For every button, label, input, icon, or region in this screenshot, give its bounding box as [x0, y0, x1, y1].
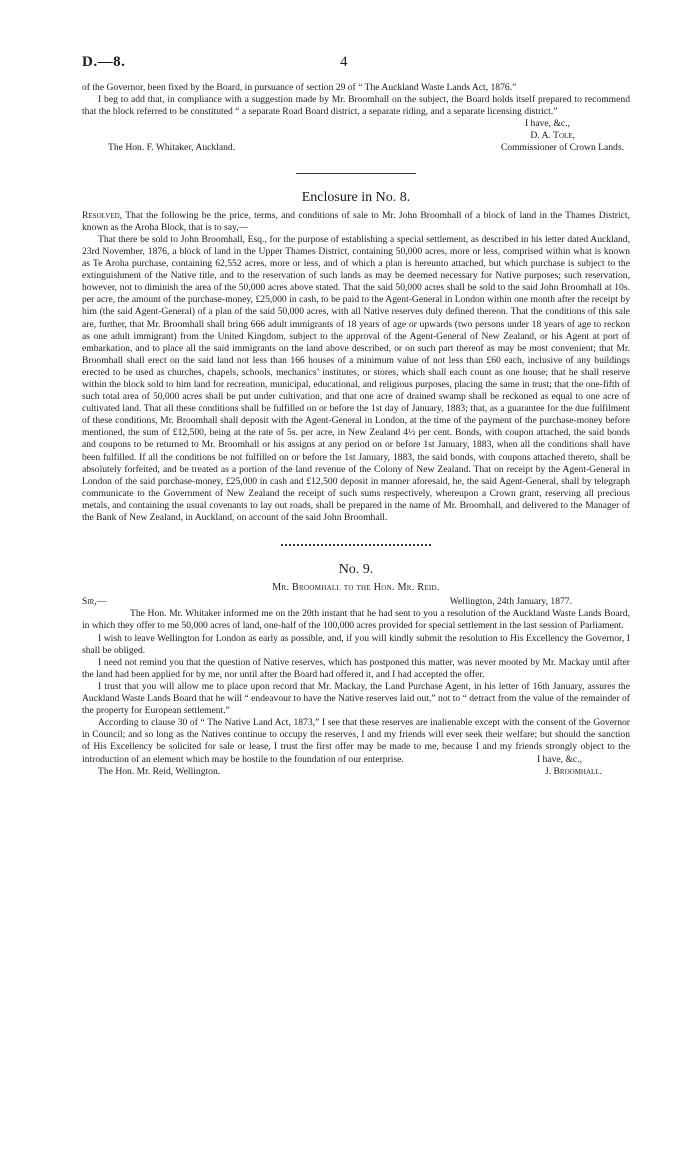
resolved-label: Resolved, [82, 209, 123, 221]
letter-heading: No. 9. [338, 562, 374, 578]
parliamentary-paper-code: D.—8. [82, 54, 126, 70]
signer-title: Commissioner of Crown Lands. [500, 142, 624, 154]
closing-line: I have, &c., [524, 118, 570, 130]
letter-closing: I have, &c., [536, 753, 582, 765]
letter-signature-row [82, 766, 630, 778]
letter-signer: J. Broomhall. [545, 765, 602, 777]
enclosure-paragraph-1: Resolved, That the following be the price, terms, and conditions of sale to Mr. John Broomhall of a block of land in the Thames District, known as the Aroha Block, that is to say,— [82, 209, 630, 233]
letter-opening-row [82, 596, 630, 608]
page-header [82, 54, 630, 74]
letter-recipient: The Hon. Mr. Reid, Wellington. [98, 765, 221, 777]
enclosure-paragraph-2: That there be sold to John Broomhall, Esq., for the purpose of establishing a special settlement, as described in his letter dated Auckland, 23rd November, 1876, a block of land in the Upper Thames District, containing 50,000 acres, more or less, comprised within what is known as Te Aroha purchase, containing 62,552 acres, more or less, and of which a plan is hereunto attached, but which purchase is subject to the extinguishment of the Native title, and to the reservation of such lands as may be deemed necessary for Native purposes; such reservation, however, not to diminish the area of the 50,000 acres above stated. That the said 50,000 acres shall be sold to the said John Broomhall at 10s. per acre, the amount of the purchase-money, £25,000 in cash, to be paid to the Agent-General in London within one month after the receipt by him (the said Agent-General) of a plan of the said 50,000 acres, with all Native reserves duly defined thereon. That the conditions of this sale are, further, that Mr. Broomhall shall bring 666 adult immigrants of 18 years of age or upwards (two persons under 18 years of age to reckon as one adult immigrant) from the United Kingdom, subject to the approval of the Agent-General of New Zealand, or his Agent at port of embarkation, and to place all the said immigrants on the land above described, or on such part thereof as may be most convenient; that Mr. Broomhall shall erect on the said land not less than 166 houses of a minimum value of not less than £60 each, inclusive of any buildings erected to be used as churches, chapels, schools, mechanics’ institutes, or stores, which shall each count as one house; that he shall reserve within the block sold to him land for recreation, municipal, educational, and religious purposes, placing the same in trust; that the one-fifth of such total area of 50,000 acres shall be put under cultivation, and that one acre of drained swamp shall be reckoned as equal to one acre of cultivated land. That all these conditions shall be fulfilled on or before the 1st day of January, 1883; that, as a guarantee for the due fulfilment of these conditions, Mr. Broomhall shall deposit with the Agent-General in London, at the time of the payment of the purchase-money before mentioned, the sum of £12,500, being at the rate of 5s. per acre, in New Zealand 4½ per cent. Bonds, with coupon attached, the said bonds and coupons to be returned to Mr. Broomhall or his assigns at any period on or before 1st January, 1883, when all the conditions shall have been fulfilled. If all the conditions be not fulfilled on or before the 1st January, 1883, the said bonds, with coupons attached thereto, shall be absolutely forfeited, and be treated as a portion of the land revenue of the Colony of New Zealand. That on receipt by the Agent-General in London of the said purchase-money, £25,000 in cash and £12,500 deposit in manner aforesaid, he, the said Agent-General, shall by telegraph communicate to the Government of New Zealand the receipt of such sums respectively, whereupon a Crown grant, reserving all precious metals, and containing the usual covenants to lay out roads, shall be prepared in the name of Mr. Broomhall, and delivered to the Manager of the Bank of New Zealand, in Auckland, on account of the said John Broomhall. [82, 233, 630, 523]
letter-paragraph-2: I wish to leave Wellington for London as early as possible, and, if you will kindly submit the resolution to His Excellency the Governor, I shall be obliged. [82, 632, 630, 656]
letter-paragraph-3: I need not remind you that the question of Native reserves, which has postponed this matter, was never mooted by Mr. Mackay until after the land had been applied for by me, nor until after the Board had offered it, and I had accepted the offer. [82, 656, 630, 680]
signer-name: D. A. Tole, [530, 130, 575, 142]
opening-paragraph-1: of the Governor, been fixed by the Board, in pursuance of section 29 of “ The Auckland Waste Lands Act, 1876.” [82, 82, 517, 93]
section-divider-ornamental [281, 544, 431, 546]
letter-paragraph-4: I trust that you will allow me to place upon record that Mr. Mackay, the Land Purchase Agent, in his letter of 16th January, assures the Auckland Waste Lands Board that he will “ endeavour to have the Native reserves laid out,” not to “ detract from the value of the remainder of the property for European settlement.” [82, 680, 630, 717]
dateline: Wellington, 24th January, 1877. [449, 596, 572, 608]
letter-paragraph-5: According to clause 30 of “ The Native Land Act, 1873,” I see that these reserves are inalienable except with the consent of the Governor in Council; and so long as the Natives continue to occupy the reserves, I and my friends will ever seek their welfare; but should the sanction of His Excellency be solicited for sale or lease, I trust the first offer may be made to me, because I and my friends strongly object to the introduction of an element which may be hostile to the foundation of our enterprise. [82, 717, 630, 765]
page-number: 4 [340, 54, 348, 70]
salutation: Sir,— [82, 596, 107, 608]
enclosure-heading: Enclosure in No. 8. [301, 189, 411, 205]
recipient-row [82, 142, 630, 154]
opening-paragraph-2: I beg to add that, in compliance with a suggestion made by Mr. Broomhall on the subject, the Board holds itself prepared to recommend that the block referred to be constituted “ a separate Road Board district, a separate riding, and a separate licensing district.” [82, 94, 630, 118]
letter-subtitle: Mr. Broomhall to the Hon. Mr. Reid. [272, 582, 440, 594]
recipient-address: The Hon. F. Whitaker, Auckland. [108, 142, 236, 154]
document-body [82, 82, 630, 778]
section-divider [296, 173, 416, 174]
letter-paragraph-1: The Hon. Mr. Whitaker informed me on the 20th instant that he had sent to you a resolution of the Auckland Waste Lands Board, in which they offer to me 50,000 acres of land, one-half of the 100,000 acres provided for special settlement in the last session of Parliament. [82, 608, 630, 632]
